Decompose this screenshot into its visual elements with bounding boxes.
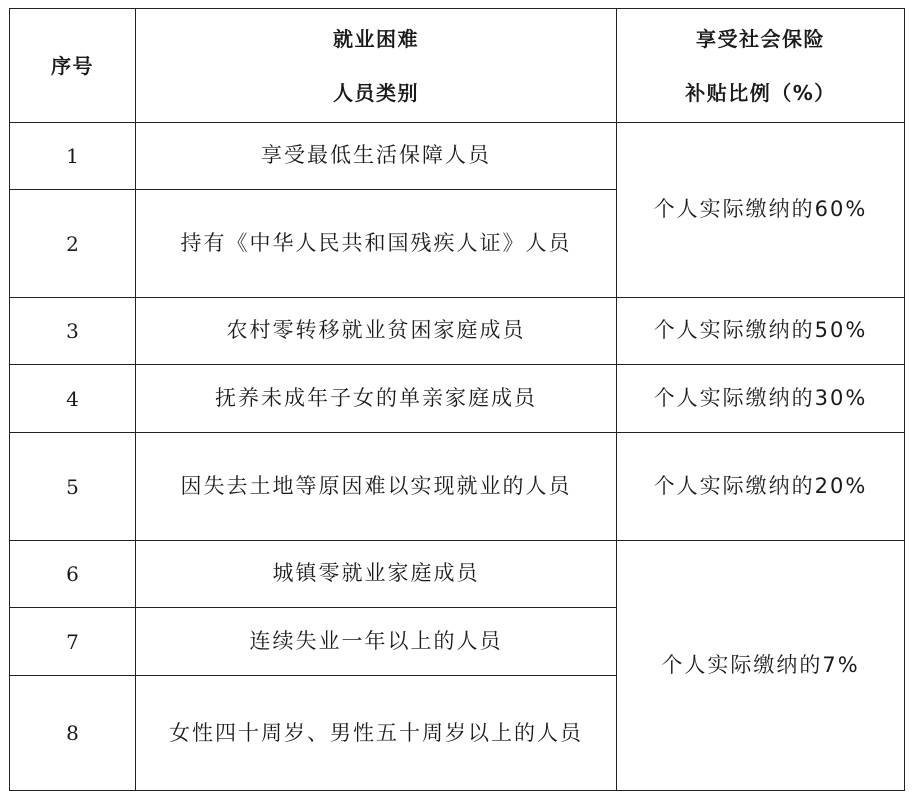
row-category: 因失去土地等原因难以实现就业的人员 <box>136 433 617 541</box>
row-category: 城镇零就业家庭成员 <box>136 541 617 608</box>
row-number: 5 <box>10 433 136 541</box>
table-row <box>10 541 905 608</box>
row-ratio: 个人实际缴纳的50% <box>617 298 905 365</box>
table-row <box>10 433 905 541</box>
header-category-line2: 人员类别 <box>333 80 419 105</box>
header-ratio-line2: 补贴比例（%） <box>685 80 836 105</box>
row-number: 8 <box>10 676 136 791</box>
row-ratio: 个人实际缴纳的30% <box>617 365 905 433</box>
row-category: 农村零转移就业贫困家庭成员 <box>136 298 617 365</box>
row-number: 2 <box>10 190 136 298</box>
table-row <box>10 298 905 365</box>
subsidy-table <box>9 8 905 791</box>
row-number: 4 <box>10 365 136 433</box>
row-number: 7 <box>10 608 136 676</box>
table-header-row <box>10 9 905 123</box>
row-category: 连续失业一年以上的人员 <box>136 608 617 676</box>
header-ratio <box>617 9 905 123</box>
row-category: 享受最低生活保障人员 <box>136 123 617 190</box>
header-category-line1: 就业困难 <box>333 26 419 51</box>
row-ratio: 个人实际缴纳的7% <box>617 541 905 791</box>
row-ratio: 个人实际缴纳的60% <box>617 123 905 298</box>
row-number: 6 <box>10 541 136 608</box>
table-row <box>10 123 905 190</box>
table-row <box>10 365 905 433</box>
row-ratio: 个人实际缴纳的20% <box>617 433 905 541</box>
header-category <box>136 9 617 123</box>
row-number: 1 <box>10 123 136 190</box>
header-number: 序号 <box>10 9 136 123</box>
row-number: 3 <box>10 298 136 365</box>
row-category: 抚养未成年子女的单亲家庭成员 <box>136 365 617 433</box>
row-category: 持有《中华人民共和国残疾人证》人员 <box>136 190 617 298</box>
header-ratio-line1: 享受社会保险 <box>696 26 825 51</box>
row-category: 女性四十周岁、男性五十周岁以上的人员 <box>136 676 617 791</box>
